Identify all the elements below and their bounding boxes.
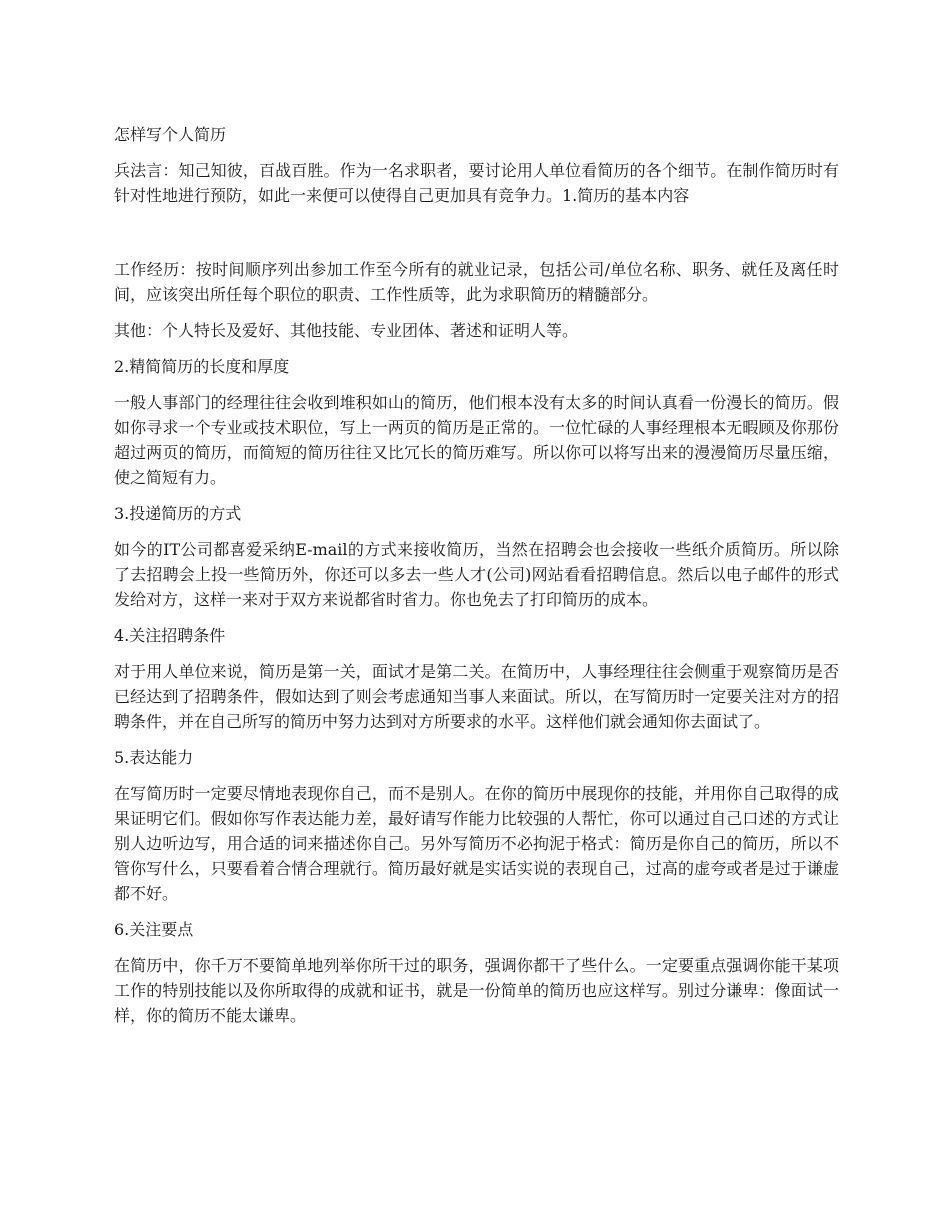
section-heading: 6.关注要点	[114, 920, 194, 939]
section-heading: 3.投递简历的方式	[114, 504, 242, 523]
section-body: 在写简历时一定要尽情地表现你自己，而不是别人。在你的简历中展现你的技能，并用你自己取得的成果证明它们。假如你写作表达能力差，最好请写作能力比较强的人帮忙，你可以通过自己口述的方式让别人边听边写，用合适的词来描述你自己。另外写简历不必拘泥于格式：简历是你自己的简历，所以不管你写什么，只要看着合情合理就行。简历最好就是实话实说的表现自己，过高的虚夸或者是过于谦虚都不好。	[114, 784, 839, 903]
section-body: 在简历中，你千万不要简单地列举你所干过的职务，强调你都干了些什么。一定要重点强调你能干某项工作的特别技能以及你所取得的成就和证书，就是一份简单的简历也应这样写。别过分谦卑：像面试一样，你的简历不能太谦卑。	[114, 956, 839, 1025]
section-body: 对于用人单位来说，简历是第一关，面试才是第二关。在简历中，人事经理往往会侧重于观察简历是否已经达到了招聘条件，假如达到了则会考虑通知当事人来面试。所以，在写简历时一定要关注对方的招聘条件，并在自己所写的简历中努力达到对方所要求的水平。这样他们就会通知你去面试了。	[114, 662, 839, 731]
section-body: 一般人事部门的经理往往会收到堆积如山的简历，他们根本没有太多的时间认真看一份漫长的简历。假如你寻求一个专业或技术职位，写上一两页的简历是正常的。一位忙碌的人事经理根本无暇顾及你那份超过两页的简历，而简短的简历往往又比冗长的简历难写。所以你可以将写出来的漫漫简历尽量压缩，使之简短有力。	[114, 393, 839, 487]
work-experience-paragraph: 工作经历：按时间顺序列出参加工作至今所有的就业记录，包括公司/单位名称、职务、就任及离任时间，应该突出所任每个职位的职责、工作性质等，此为求职简历的精髓部分。	[114, 260, 839, 304]
document-content	[114, 122, 839, 1039]
section-heading: 4.关注招聘条件	[114, 626, 226, 645]
section-heading: 5.表达能力	[114, 748, 194, 767]
section-heading: 2.精简简历的长度和厚度	[114, 357, 290, 376]
intro-paragraph: 兵法言：知己知彼，百战百胜。作为一名求职者，要讨论用人单位看简历的各个细节。在制作简历时有针对性地进行预防，如此一来便可以使得自己更加具有竞争力。1.简历的基本内容	[114, 161, 839, 205]
other-paragraph: 其他：个人特长及爱好、其他技能、专业团体、著述和证明人等。	[114, 321, 579, 340]
document-title: 怎样写个人简历	[114, 125, 227, 144]
section-body: 如今的IT公司都喜爱采纳E-mail的方式来接收简历，当然在招聘会也会接收一些纸介质简历。所以除了去招聘会上投一些简历外，你还可以多去一些人才(公司)网站看看招聘信息。然后以电子邮件的形式发给对方，这样一来对于双方来说都省时省力。你也免去了打印简历的成本。	[114, 540, 839, 609]
